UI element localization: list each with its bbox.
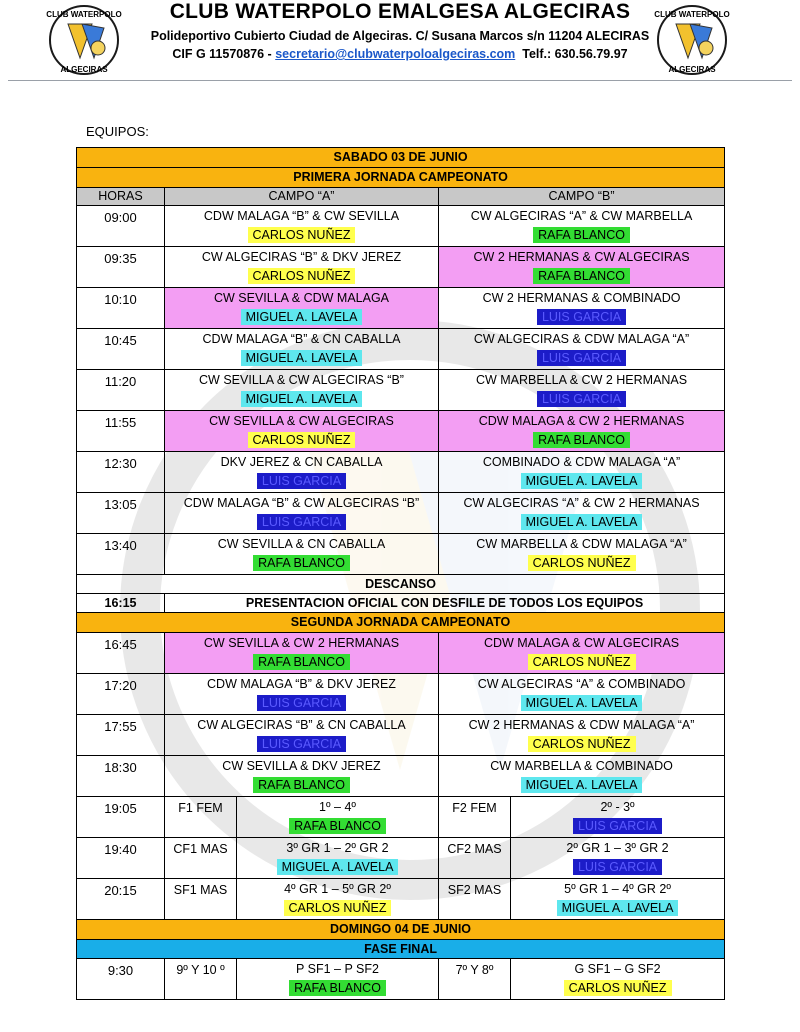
referee-badge: LUIS GARCIA: [257, 736, 346, 752]
match-time: 17:20: [77, 674, 165, 715]
field-a-cell: [165, 756, 439, 797]
match-teams: COMBINADO & CDW MALAGA “A”: [482, 455, 681, 469]
match-teams: CW ALGECIRAS & CDW MALAGA “A”: [473, 332, 690, 346]
match-teams: CW ALGECIRAS “A” & CW 2 HERMANAS: [463, 496, 700, 510]
referee-badge: MIGUEL A. LAVELA: [521, 473, 643, 489]
field-a-cell: [237, 959, 439, 1000]
match-teams: CW SEVILLA & CW 2 HERMANAS: [203, 636, 400, 650]
col-field-b: CAMPO “B”: [439, 188, 725, 206]
referee-badge: LUIS GARCIA: [537, 309, 626, 325]
match-row: [77, 534, 725, 575]
schedule-table: [76, 147, 725, 1000]
field-b-cell: [439, 411, 725, 452]
match-teams: 3º GR 1 – 2º GR 2: [286, 841, 389, 855]
descanso-row: [77, 575, 725, 594]
svg-text:ALGECIRAS: ALGECIRAS: [668, 65, 716, 74]
match-row: [77, 370, 725, 411]
field-b-cell: [439, 633, 725, 674]
match-category: SF1 MAS: [165, 879, 237, 920]
svg-text:CLUB WATERPOLO: CLUB WATERPOLO: [46, 10, 122, 19]
match-teams: CW MARBELLA & COMBINADO: [490, 759, 673, 773]
field-b-cell: [439, 452, 725, 493]
referee-badge: MIGUEL A. LAVELA: [521, 695, 643, 711]
match-row: [77, 715, 725, 756]
field-b-cell: [511, 879, 725, 920]
match-time: 11:55: [77, 411, 165, 452]
match-teams: CDW MALAGA “B” & CW ALGECIRAS “B”: [183, 496, 420, 510]
match-teams: CW SEVILLA & CW ALGECIRAS “B”: [199, 373, 404, 387]
referee-badge: RAFA BLANCO: [533, 227, 630, 243]
round1-heading: PRIMERA JORNADA CAMPEONATO: [77, 168, 725, 188]
field-a-cell: [165, 370, 439, 411]
match-category: CF2 MAS: [439, 838, 511, 879]
referee-badge: MIGUEL A. LAVELA: [557, 900, 679, 916]
presentacion: PRESENTACION OFICIAL CON DESFILE DE TODOS LOS EQUIPOS: [165, 594, 725, 613]
round2-heading: SEGUNDA JORNADA CAMPEONATO: [77, 613, 725, 633]
field-b-cell: [439, 715, 725, 756]
referee-badge: CARLOS NUÑEZ: [528, 555, 636, 571]
round2-heading-row: [77, 613, 725, 633]
club-email-link[interactable]: secretario@clubwaterpoloalgeciras.com: [275, 47, 516, 61]
match-time: 16:45: [77, 633, 165, 674]
referee-badge: MIGUEL A. LAVELA: [521, 777, 643, 793]
match-teams: CW MARBELLA & CDW MALAGA “A”: [476, 537, 687, 551]
referee-badge: MIGUEL A. LAVELA: [241, 350, 363, 366]
referee-badge: CARLOS NUÑEZ: [528, 736, 636, 752]
day2-heading: DOMINGO 04 DE JUNIO: [77, 920, 725, 940]
referee-badge: RAFA BLANCO: [253, 654, 350, 670]
club-cif: CIF G 11570876 -: [172, 47, 272, 61]
match-time: 09:00: [77, 206, 165, 247]
referee-badge: RAFA BLANCO: [253, 555, 350, 571]
field-a-cell: [237, 838, 439, 879]
header-divider: [8, 80, 792, 81]
fase-final-heading: FASE FINAL: [77, 940, 725, 959]
club-contact: [130, 47, 670, 61]
match-teams: 5º GR 1 – 4º GR 2º: [564, 882, 671, 896]
field-b-cell: [439, 247, 725, 288]
field-b-cell: [439, 674, 725, 715]
fase-final-heading-row: [77, 940, 725, 959]
match-teams: CDW MALAGA & CW 2 HERMANAS: [478, 414, 685, 428]
field-b-cell: [511, 838, 725, 879]
field-b-cell: [439, 329, 725, 370]
match-teams: CW ALGECIRAS “B” & CN CABALLA: [197, 718, 406, 732]
club-title: CLUB WATERPOLO EMALGESA ALGECIRAS: [169, 0, 631, 23]
referee-badge: CARLOS NUÑEZ: [248, 268, 356, 284]
field-a-cell: [237, 879, 439, 920]
referee-badge: CARLOS NUÑEZ: [284, 900, 392, 916]
referee-badge: MIGUEL A. LAVELA: [241, 391, 363, 407]
match-time: 19:05: [77, 797, 165, 838]
match-time: 13:40: [77, 534, 165, 575]
match-row: [77, 797, 725, 838]
match-category: 7º Y 8º: [439, 959, 511, 1000]
match-row: [77, 206, 725, 247]
match-time: 19:40: [77, 838, 165, 879]
match-row: [77, 879, 725, 920]
match-teams: DKV JEREZ & CN CABALLA: [220, 455, 383, 469]
field-b-cell: [511, 797, 725, 838]
presentacion-time: 16:15: [77, 594, 165, 613]
svg-text:CLUB WATERPOLO: CLUB WATERPOLO: [654, 10, 730, 19]
field-a-cell: [165, 288, 439, 329]
match-time: 9:30: [77, 959, 165, 1000]
referee-badge: LUIS GARCIA: [573, 859, 662, 875]
match-row: [77, 288, 725, 329]
match-teams: CW ALGECIRAS “A” & CW MARBELLA: [470, 209, 693, 223]
match-teams: CDW MALAGA & CW ALGECIRAS: [483, 636, 680, 650]
match-teams: CDW MALAGA “B” & DKV JEREZ: [207, 677, 396, 691]
match-teams: CW SEVILLA & DKV JEREZ: [222, 759, 381, 773]
match-teams: CW 2 HERMANAS & CW ALGECIRAS: [473, 250, 690, 264]
field-b-cell: [439, 370, 725, 411]
match-teams: CW SEVILLA & CW ALGECIRAS: [209, 414, 394, 428]
col-field-a: CAMPO “A”: [165, 188, 439, 206]
referee-badge: LUIS GARCIA: [573, 818, 662, 834]
field-b-cell: [439, 288, 725, 329]
match-row: [77, 633, 725, 674]
match-category: CF1 MAS: [165, 838, 237, 879]
field-b-cell: [439, 493, 725, 534]
match-time: 12:30: [77, 452, 165, 493]
match-row: [77, 674, 725, 715]
match-time: 11:20: [77, 370, 165, 411]
club-logo-left: [44, 2, 124, 78]
field-a-cell: [165, 493, 439, 534]
match-row: [77, 756, 725, 797]
equipos-label: EQUIPOS:: [86, 124, 149, 139]
referee-badge: RAFA BLANCO: [289, 980, 386, 996]
referee-badge: LUIS GARCIA: [257, 473, 346, 489]
referee-badge: LUIS GARCIA: [257, 695, 346, 711]
match-row: [77, 329, 725, 370]
match-row: [77, 493, 725, 534]
field-a-cell: [165, 674, 439, 715]
match-teams: CDW MALAGA “B” & CW SEVILLA: [203, 209, 400, 223]
match-time: 10:10: [77, 288, 165, 329]
referee-badge: MIGUEL A. LAVELA: [241, 309, 363, 325]
field-b-cell: [439, 756, 725, 797]
field-a-cell: [165, 534, 439, 575]
field-a-cell: [165, 206, 439, 247]
referee-badge: RAFA BLANCO: [289, 818, 386, 834]
field-a-cell: [165, 633, 439, 674]
match-teams: CW SEVILLA & CDW MALAGA: [213, 291, 390, 305]
referee-badge: RAFA BLANCO: [253, 777, 350, 793]
match-time: 18:30: [77, 756, 165, 797]
referee-badge: MIGUEL A. LAVELA: [277, 859, 399, 875]
match-teams: CW ALGECIRAS “A” & COMBINADO: [477, 677, 686, 691]
club-phone: Telf.: 630.56.79.97: [522, 47, 628, 61]
match-category: F2 FEM: [439, 797, 511, 838]
referee-badge: LUIS GARCIA: [537, 391, 626, 407]
field-b-cell: [439, 534, 725, 575]
match-time: 13:05: [77, 493, 165, 534]
presentacion-row: [77, 594, 725, 613]
referee-badge: CARLOS NUÑEZ: [528, 654, 636, 670]
referee-badge: LUIS GARCIA: [257, 514, 346, 530]
match-row: [77, 411, 725, 452]
field-b-cell: [511, 959, 725, 1000]
club-logo-right: [652, 2, 732, 78]
letterhead: [0, 0, 800, 82]
match-time: 09:35: [77, 247, 165, 288]
referee-badge: RAFA BLANCO: [533, 432, 630, 448]
field-a-cell: [237, 797, 439, 838]
match-row: [77, 452, 725, 493]
match-teams: CDW MALAGA “B” & CN CABALLA: [202, 332, 401, 346]
field-a-cell: [165, 715, 439, 756]
descanso: DESCANSO: [77, 575, 725, 594]
field-a-cell: [165, 247, 439, 288]
day2-heading-row: [77, 920, 725, 940]
match-teams: P SF1 – P SF2: [296, 962, 379, 976]
match-category: F1 FEM: [165, 797, 237, 838]
field-a-cell: [165, 329, 439, 370]
match-teams: 2º - 3º: [600, 800, 635, 814]
referee-badge: MIGUEL A. LAVELA: [521, 514, 643, 530]
match-teams: CW 2 HERMANAS & CDW MALAGA “A”: [468, 718, 695, 732]
match-teams: 2º GR 1 – 3º GR 2: [566, 841, 669, 855]
club-address: Polideportivo Cubierto Ciudad de Algeciras. C/ Susana Marcos s/n 11204 ALECIRAS: [150, 29, 650, 43]
svg-text:ALGECIRAS: ALGECIRAS: [60, 65, 108, 74]
day1-heading-row: [77, 148, 725, 168]
match-teams: G SF1 – G SF2: [574, 962, 661, 976]
match-teams: 4º GR 1 – 5º GR 2º: [284, 882, 391, 896]
match-time: 20:15: [77, 879, 165, 920]
referee-badge: CARLOS NUÑEZ: [248, 227, 356, 243]
column-header-row: [77, 188, 725, 206]
referee-badge: CARLOS NUÑEZ: [564, 980, 672, 996]
match-row: [77, 838, 725, 879]
match-teams: 1º – 4º: [319, 800, 356, 814]
referee-badge: CARLOS NUÑEZ: [248, 432, 356, 448]
match-category: 9º Y 10 º: [165, 959, 237, 1000]
match-teams: CW ALGECIRAS “B” & DKV JEREZ: [201, 250, 402, 264]
match-time: 10:45: [77, 329, 165, 370]
field-a-cell: [165, 411, 439, 452]
round1-heading-row: [77, 168, 725, 188]
referee-badge: RAFA BLANCO: [533, 268, 630, 284]
referee-badge: LUIS GARCIA: [537, 350, 626, 366]
match-category: SF2 MAS: [439, 879, 511, 920]
field-a-cell: [165, 452, 439, 493]
match-row: [77, 959, 725, 1000]
match-teams: CW MARBELLA & CW 2 HERMANAS: [475, 373, 688, 387]
match-teams: CW 2 HERMANAS & COMBINADO: [482, 291, 681, 305]
match-row: [77, 247, 725, 288]
match-time: 17:55: [77, 715, 165, 756]
field-b-cell: [439, 206, 725, 247]
match-teams: CW SEVILLA & CN CABALLA: [217, 537, 386, 551]
col-hours: HORAS: [77, 188, 165, 206]
day1-heading: SABADO 03 DE JUNIO: [77, 148, 725, 168]
